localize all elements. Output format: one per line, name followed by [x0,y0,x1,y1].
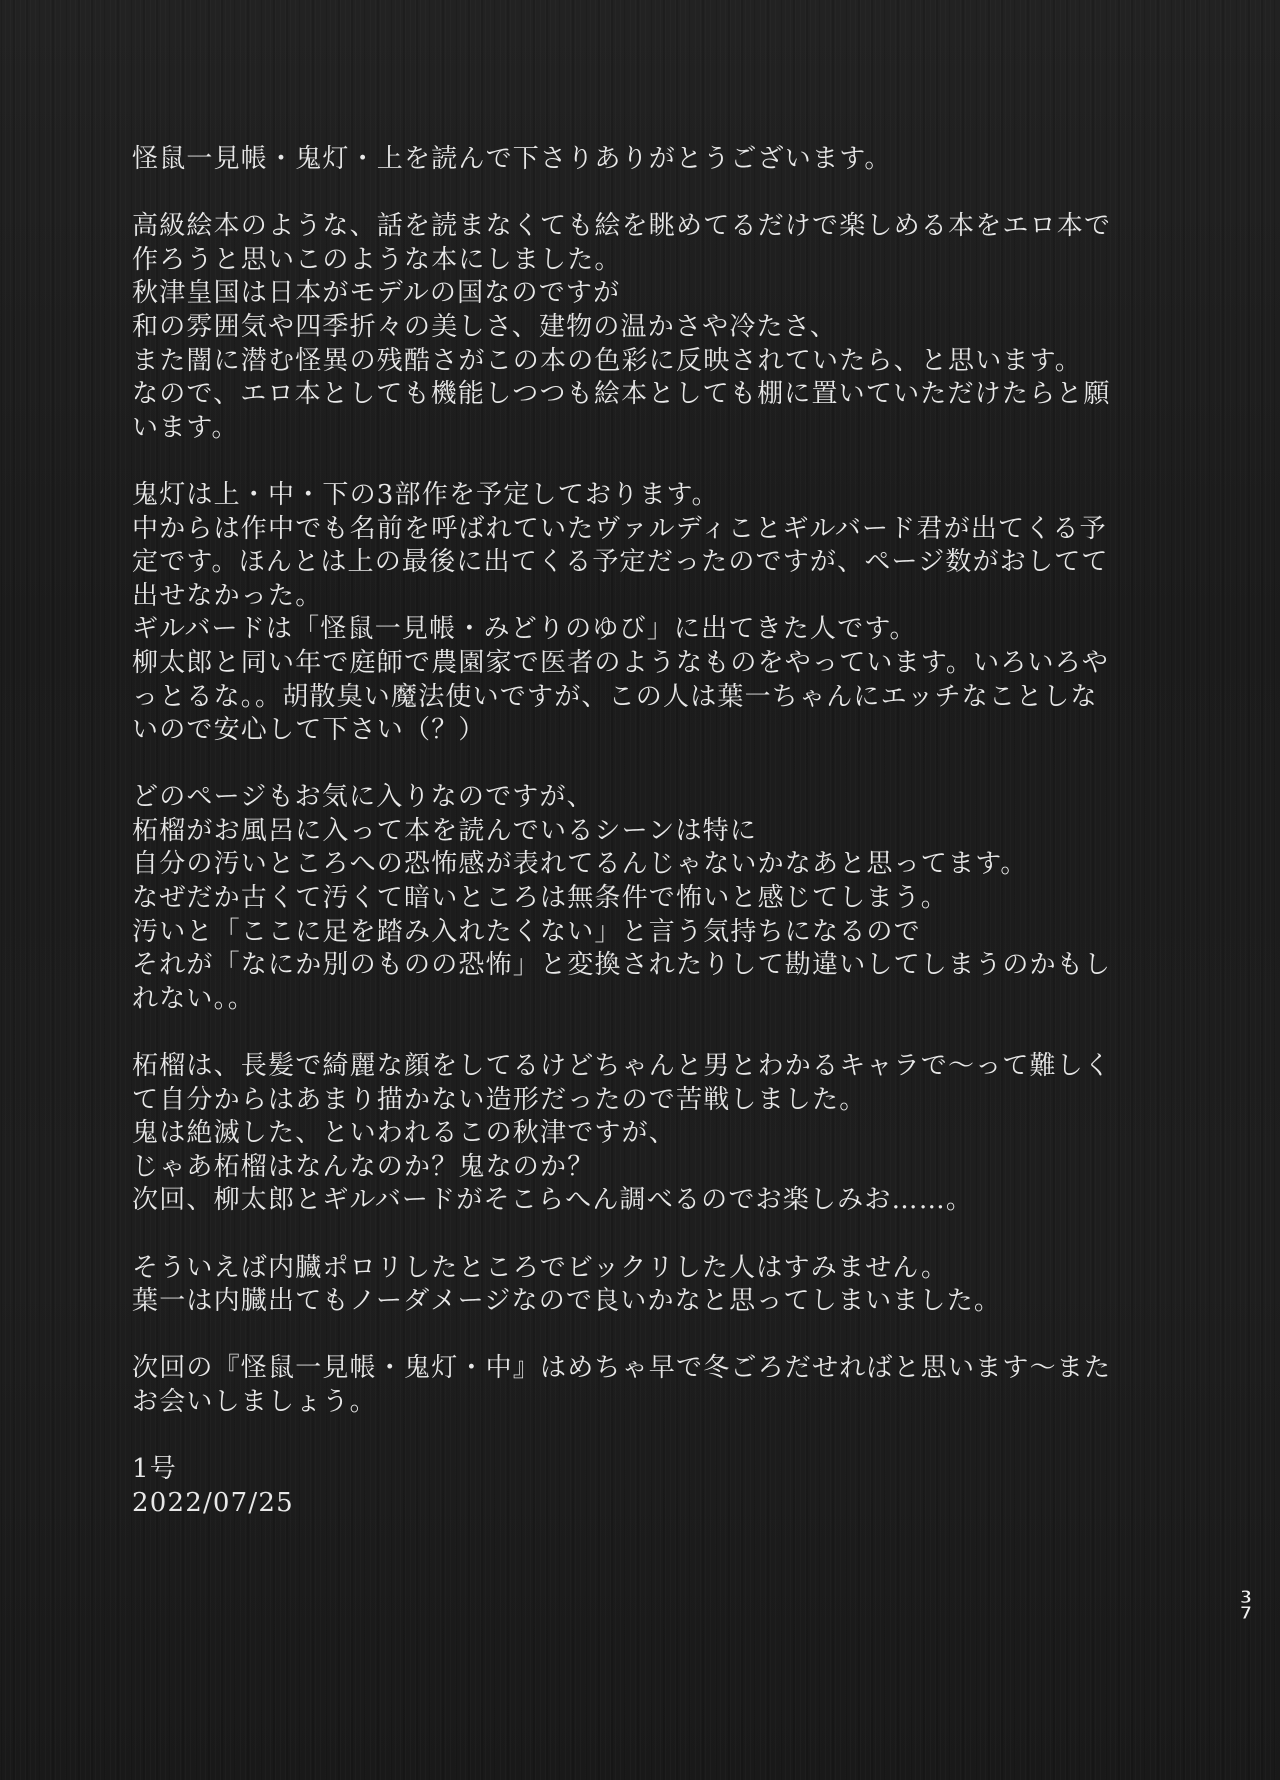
text-line: 次回、柳太郎とギルバードがそこらへん調べるのでお楽しみお……。 [132,1185,974,1216]
text-line: 高級絵本のような、話を読まなくても絵を眺めてるだけで楽しめる本をエロ本で [132,211,1112,242]
text-line: 柘榴は、長髪で綺麗な顔をしてるけどちゃんと男とわかるキャラで〜って難しく [132,1051,1112,1082]
paragraph-7 [132,1352,1112,1419]
text-line: 柘榴がお風呂に入って本を読んでいるシーンは特に [132,815,758,846]
text-line: 出せなかった。 [132,580,323,611]
author-name: 1号 [132,1454,177,1485]
text-line: れない。。 [132,983,256,1014]
text-line: また闇に潜む怪異の残酷さがこの本の色彩に反映されていたら、と思います。 [132,345,1082,376]
text-line: お会いしましょう。 [132,1386,377,1417]
text-line: ギルバードは「怪鼠一見帳・みどりのゆび」に出てきた人です。 [132,614,917,645]
text-line: 汚いと「ここに足を踏み入れたくない」と言う気持ちになるので [132,916,921,947]
text-line: 和の雰囲気や四季折々の美しさ、建物の温かさや冷たさ、 [132,311,838,342]
text-line: なぜだか古くて汚くて暗いところは無条件で怖いと感じてしまう。 [132,883,949,914]
text-line: 中からは作中でも名前を呼ばれていたヴァルディことギルバード君が出てくる予 [132,513,1107,544]
text-line: 柳太郎と同い年で庭師で農園家で医者のようなものをやっています。いろいろや [132,647,1110,678]
page-number-digit: 7 [1239,1603,1253,1624]
text-line: 怪鼠一見帳・鬼灯・上を読んで下さりありがとうございます。 [132,144,892,174]
paragraph-4 [132,781,1112,1016]
text-line: なので、エロ本としても機能しつつも絵本としても棚に置いていただけたらと願 [132,379,1111,410]
text-line: 葉一は内臓出てもノーダメージなので良いかなと思ってしまいました。 [132,1286,1002,1317]
paragraph-5 [132,1050,1112,1218]
page-number-digit: 3 [1239,1587,1253,1608]
text-line: どのページもお気に入りなのですが、 [132,782,594,813]
text-line: 作ろうと思いこのような本にしました。 [132,244,622,275]
text-line: そういえば内臓ポロリしたところでビックリした人はすみません。 [132,1252,949,1283]
signature-date: 2022/07/25 [132,1487,294,1518]
text-line: 秋津皇国は日本がモデルの国なのですが [132,278,621,309]
text-line: 次回の『怪鼠一見帳・鬼灯・中』はめちゃ早で冬ごろだせればと思います〜また [132,1353,1112,1384]
signature-block [132,1453,1082,1520]
text-line: 鬼灯は上・中・下の3部作を予定しております。 [132,479,719,510]
text-line: じゃあ柘榴はなんなのか？鬼なのか？ [132,1151,595,1182]
text-line: 鬼は絶滅した、といわれるこの秋津ですが、 [132,1118,677,1149]
page-number [1236,1587,1256,1624]
text-line: それが「なにか別のものの恐怖」と変換されたりして勘違いしてしまうのかもし [132,950,1112,981]
text-line: っとるな。。胡散臭い魔法使いですが、この人は葉一ちゃんにエッチなことしな [132,681,1098,712]
text-line: 自分の汚いところへの恐怖感が表れてるんじゃないかなあと思ってます。 [132,849,1028,880]
paragraph-3 [132,479,1110,748]
paragraph-1 [132,143,1082,177]
text-line: て自分からはあまり描かない造形だったので苦戦しました。 [132,1084,867,1115]
text-line: いので安心して下さい（？） [132,715,486,746]
afterword-text [132,143,1112,1554]
paragraph-2 [132,210,1112,445]
text-line: います。 [132,412,239,443]
paragraph-6 [132,1252,1082,1319]
text-line: 定です。ほんとは上の最後に出てくる予定だったのですが、ページ数がおしてて [132,547,1109,578]
